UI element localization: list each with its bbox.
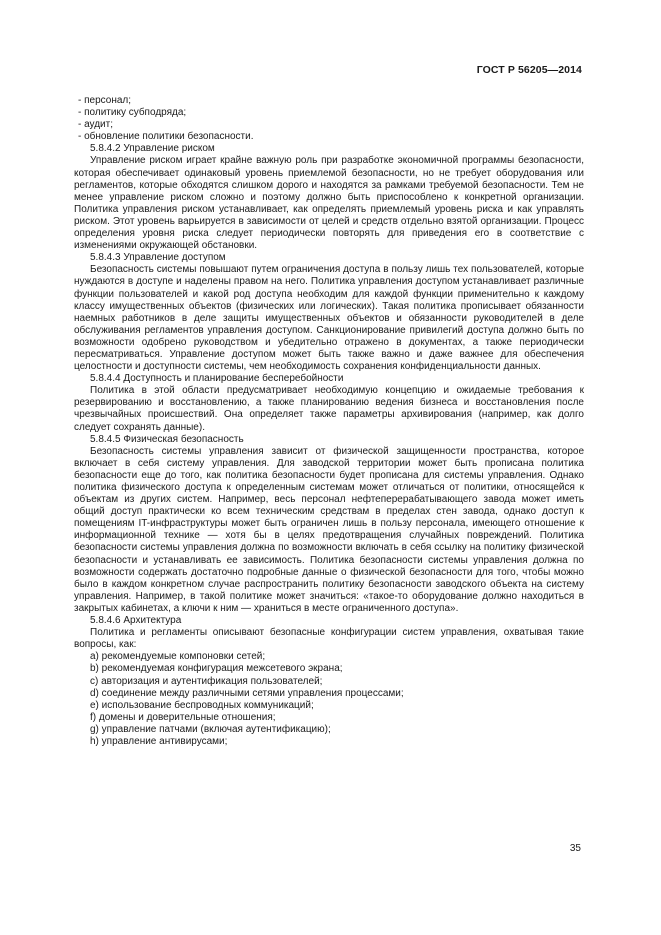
section-heading-5-8-4-4: 5.8.4.4 Доступность и планирование бесперебойности [90, 373, 344, 385]
section-heading-5-8-4-6: 5.8.4.6 Архитектура [90, 615, 182, 627]
architecture-list-item: e) использование беспроводных коммуникаций; [90, 699, 314, 711]
architecture-list-item: d) соединение между различными сетями управления процессами; [90, 687, 404, 699]
section-paragraph-5-8-4-6: Политика и регламенты описывают безопасные конфигурации систем управления, охватывая такие вопросы, как: [74, 627, 584, 651]
document-standard-header: ГОСТ Р 56205—2014 [476, 64, 582, 76]
architecture-list-item: a) рекомендуемые компоновки сетей; [90, 651, 266, 663]
list-item: - персонал; [78, 95, 132, 106]
architecture-list-item: g) управление патчами (включая аутентификацию); [90, 723, 331, 735]
section-heading-5-8-4-5: 5.8.4.5 Физическая безопасность [90, 433, 244, 445]
section-heading-5-8-4-3: 5.8.4.3 Управление доступом [90, 252, 226, 264]
section-paragraph-5-8-4-3: Безопасность системы повышают путем ограничения доступа в пользу лишь тех пользователей, которые нуждаются в доступе и наделены правом на него. Политика управления доступом устанавливает различные функции пользователей и какой род доступа необходим для каждой функции применительно к каждому классу имущественных объектов (физических или логических). Такая политика прописывает обязанности наемных работников в деле защиты имущественных объектов и обязанности руководителей в деле обслуживания регламентов управления доступом. Санкционирование привилегий доступа должно быть по возможности одобрено руководством и убедительно отражено в документах, а также периодически пересматриваться. Управление доступом может быть также важно и даже важнее для обеспечения целостности и доступности системы, чем необходимость сохранения конфиденциальности данных. [74, 264, 584, 373]
section-paragraph-5-8-4-5: Безопасность системы управления зависит от физической защищенности пространства, которое включает в себя систему управления. Для заводской территории может быть прописана политика безопасности еще до того, как политика безопасности будет прописана для системы управления. Однако политика физического доступа к определенным системам может отличаться от политики, относящейся к объектам из других систем. Например, весь персонал нефтеперерабатывающего завода может иметь общий доступ практически ко всем техническим средствам в пределах стен завода, однако доступ к помещениям IT-инфраструктуры может быть ограничен лишь в пользу персонала, имеющего отношение к информационной технике — хотя бы в целях предотвращения случайных повреждений. Политика безопасности системы управления должна по возможности включать в себя ссылку на политику физической безопасности и устанавливать ее зависимость. Политика безопасности системы управления должна по возможности содержать достаточно подробные данные о физической безопасности для того, чтобы можно было в каждом конкретном случае распространить политику безопасности заводского объекта на систему управления. Например, в такой политике может значиться: «такое-то оборудование должно находиться в закрытых кабинетах, а ключи к ним — храниться в месте ограниченного доступа». [74, 445, 584, 614]
list-item: - обновление политики безопасности. [78, 131, 254, 143]
section-heading-5-8-4-2: 5.8.4.2 Управление риском [90, 143, 215, 155]
page-body [74, 95, 584, 748]
architecture-list-item: f) домены и доверительные отношения; [90, 711, 276, 723]
architecture-list-item: c) авторизация и аутентификация пользователей; [90, 675, 323, 687]
section-paragraph-5-8-4-4: Политика в этой области предусматривает необходимую концепцию и ожидаемые требования к резервированию и восстановлению, а также планированию ведения бизнеса и восстановления после чрезвычайных происшествий. Она определяет также параметры архивирования (например, как долго следует сохранять данные). [74, 385, 584, 433]
list-item: - политику субподряда; [78, 107, 187, 119]
page-number: 35 [569, 843, 581, 854]
architecture-list-item: b) рекомендуемая конфигурация межсетевого экрана; [90, 663, 343, 675]
section-paragraph-5-8-4-2: Управление риском играет крайне важную роль при разработке экономичной программы безопасности, которая обеспечивает одинаковый уровень приемлемой безопасности, но не требует оборудования или регламентов, которые обходятся слишком дорого и находятся за рамками требуемой безопасности. Тем не менее управление риском сложно и поэтому должно быть приспособлено к конкретной организации. Политика управления риском устанавливает, как определять приемлемый уровень риска и как управлять риском. Этот уровень варьируется в зависимости от целей и средств отдельно взятой организации. Процесс определения уровня риска следует периодически повторять для приведения его в соответствие с изменениями окружающей обстановки. [74, 155, 584, 252]
list-item: - аудит; [78, 119, 114, 131]
architecture-list-item: h) управление антивирусами; [90, 735, 228, 747]
